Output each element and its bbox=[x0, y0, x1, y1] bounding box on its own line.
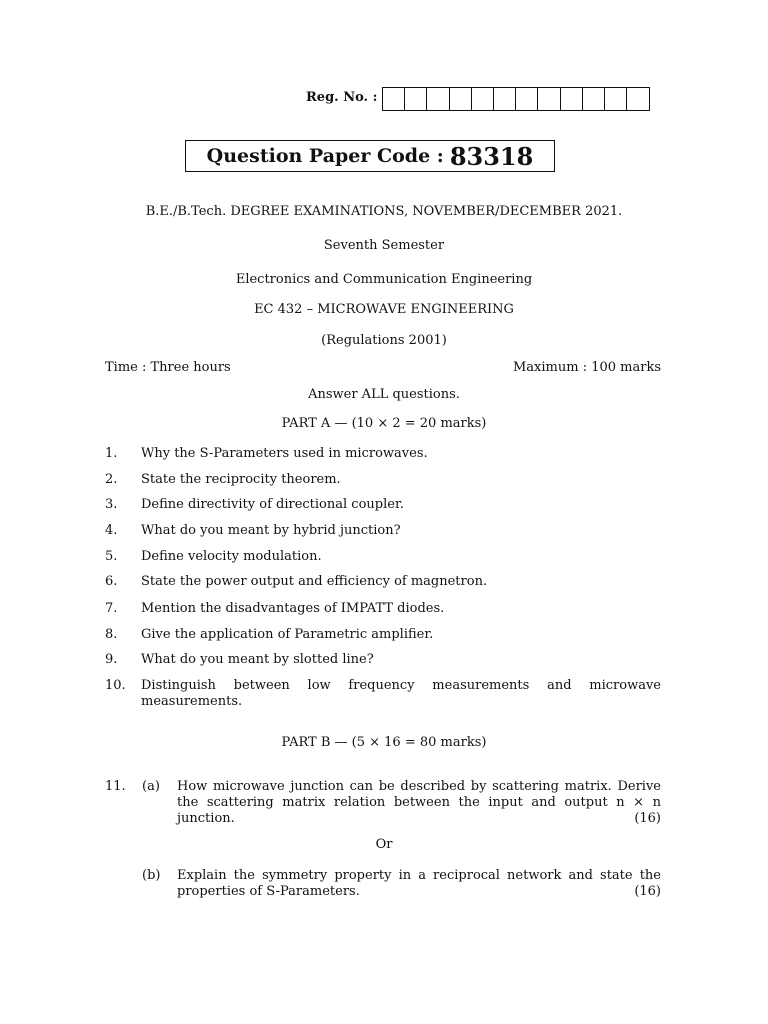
question-number: 2. bbox=[105, 472, 118, 487]
question-text: Define directivity of directional coupler. bbox=[141, 497, 404, 512]
question-11b-label: (b) bbox=[142, 868, 161, 883]
reg-no-digit-box[interactable] bbox=[494, 88, 516, 110]
code-label: Question Paper Code : bbox=[206, 145, 444, 167]
question-number: 5. bbox=[105, 549, 118, 564]
reg-no-digit-box[interactable] bbox=[516, 88, 538, 110]
question-text: What do you meant by hybrid junction? bbox=[141, 523, 401, 538]
reg-no-digit-box[interactable] bbox=[583, 88, 605, 110]
question-text-line1: Distinguish between low frequency measurements and microwave bbox=[141, 678, 661, 693]
q11a-line1: How microwave junction can be described by scattering matrix. Derive bbox=[177, 779, 661, 794]
reg-no-digit-box[interactable] bbox=[561, 88, 583, 110]
question-text-line2: measurements. bbox=[141, 694, 243, 709]
question-text: What do you meant by slotted line? bbox=[141, 652, 374, 667]
question-text: Why the S-Parameters used in microwaves. bbox=[141, 446, 428, 461]
exam-course: EC 432 – MICROWAVE ENGINEERING bbox=[254, 302, 514, 317]
question-text: State the power output and efficiency of magnetron. bbox=[141, 574, 488, 589]
question-11a-text bbox=[177, 779, 661, 827]
or-separator: Or bbox=[375, 837, 393, 852]
exam-time: Time : Three hours bbox=[105, 360, 231, 375]
instruction: Answer ALL questions. bbox=[308, 387, 460, 402]
question-number: 8. bbox=[105, 627, 118, 642]
q11a-line3: junction. bbox=[177, 811, 235, 826]
question-number: 1. bbox=[105, 446, 118, 461]
q11a-marks: (16) bbox=[634, 811, 661, 826]
exam-max-marks: Maximum : 100 marks bbox=[513, 360, 662, 375]
q11b-line1: Explain the symmetry property in a reciprocal network and state the bbox=[177, 868, 661, 883]
question-number: 7. bbox=[105, 601, 118, 616]
question-11-number: 11. bbox=[105, 779, 126, 794]
reg-no-boxes[interactable] bbox=[382, 87, 650, 111]
question-11b-text bbox=[177, 868, 661, 900]
code-number: 83318 bbox=[449, 141, 534, 171]
question-text: Give the application of Parametric amplifier. bbox=[141, 627, 434, 642]
reg-no-digit-box[interactable] bbox=[605, 88, 627, 110]
reg-no-digit-box[interactable] bbox=[450, 88, 472, 110]
question-text: Mention the disadvantages of IMPATT diodes. bbox=[141, 601, 445, 616]
question-11a-label: (a) bbox=[142, 779, 160, 794]
reg-no-digit-box[interactable] bbox=[538, 88, 560, 110]
question-paper-code bbox=[185, 140, 555, 172]
exam-department: Electronics and Communication Engineering bbox=[235, 272, 533, 287]
reg-no-digit-box[interactable] bbox=[627, 88, 649, 110]
reg-no-digit-box[interactable] bbox=[405, 88, 427, 110]
reg-no-label: Reg. No. : bbox=[306, 90, 378, 105]
q11b-line2: properties of S-Parameters. bbox=[177, 884, 360, 899]
question-number: 3. bbox=[105, 497, 118, 512]
q11a-line2: the scattering matrix relation between the input and output n × n bbox=[177, 795, 661, 810]
q11b-marks: (16) bbox=[634, 884, 661, 899]
exam-degree: B.E./B.Tech. DEGREE EXAMINATIONS, NOVEMBER/DECEMBER 2021. bbox=[145, 204, 623, 219]
reg-no-digit-box[interactable] bbox=[427, 88, 449, 110]
question-number: 10. bbox=[105, 678, 126, 693]
question-text: Define velocity modulation. bbox=[141, 549, 322, 564]
part-b-title: PART B — (5 × 16 = 80 marks) bbox=[281, 735, 487, 750]
question-text: State the reciprocity theorem. bbox=[141, 472, 341, 487]
exam-regulations: (Regulations 2001) bbox=[321, 333, 447, 348]
reg-no-digit-box[interactable] bbox=[472, 88, 494, 110]
part-a-title: PART A — (10 × 2 = 20 marks) bbox=[281, 416, 487, 431]
exam-semester: Seventh Semester bbox=[323, 238, 445, 253]
reg-no-digit-box[interactable] bbox=[383, 88, 405, 110]
question-number: 4. bbox=[105, 523, 118, 538]
question-number: 9. bbox=[105, 652, 118, 667]
question-number: 6. bbox=[105, 574, 118, 589]
